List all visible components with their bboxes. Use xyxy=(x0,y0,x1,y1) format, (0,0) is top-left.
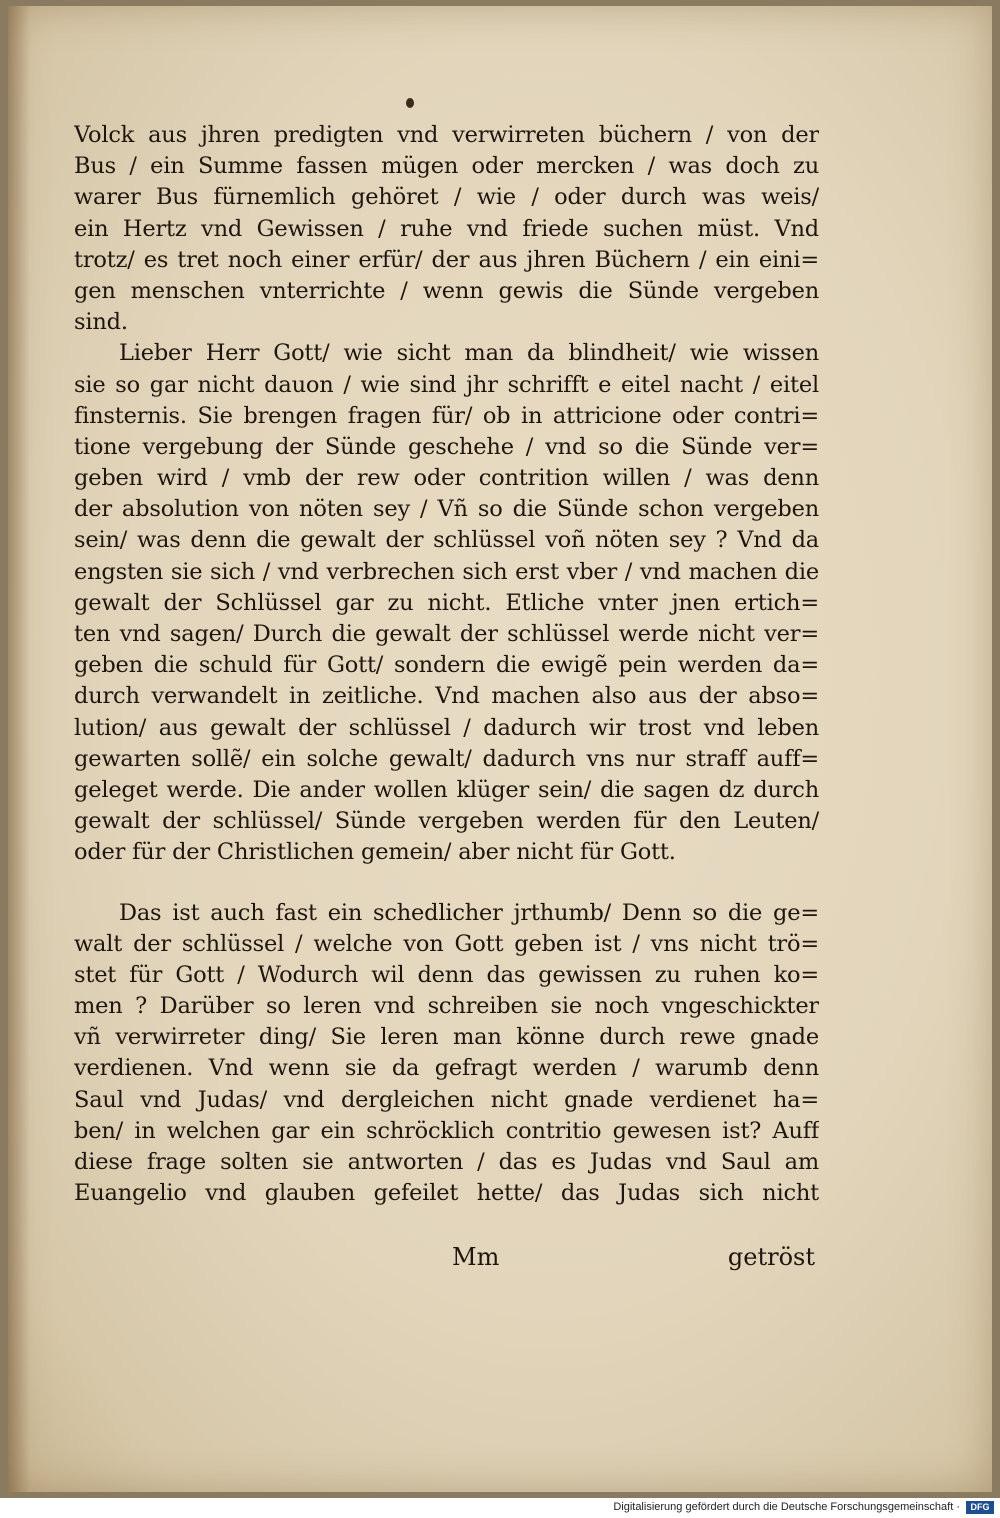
text-line: ten vnd sagen/ Durch die gewalt der schlüssel werde nicht ver= xyxy=(74,621,819,647)
dfg-logo-icon: DFG xyxy=(966,1501,994,1514)
text-line: durch verwandelt in zeitliche. Vnd machen also aus der abso= xyxy=(74,683,819,710)
credit-bar xyxy=(0,1498,1000,1518)
text-line: sie so gar nicht dauon / wie sind jhr schrifft e eitel nacht / eitel xyxy=(74,371,819,398)
paragraph-3 xyxy=(74,898,819,1210)
text-line: lution/ aus gewalt der schlüssel / dadurch wir trost vnd leben xyxy=(74,714,819,741)
text-line: geben die schuld für Gott/ sondern die ewigẽ pein werden da= xyxy=(74,652,819,679)
text-line: stet für Gott / Wodurch wil denn das gewissen zu ruhen ko= xyxy=(74,961,819,988)
page-gutter-shadow xyxy=(8,6,30,1492)
text-line: Das ist auch fast ein schedlicher jrthumb/ Denn so die ge= xyxy=(119,899,819,926)
text-line: tione vergebung der Sünde geschehe / vnd so die Sünde ver= xyxy=(74,433,819,460)
text-line: diese frage solten sie antworten / das es Judas vnd Saul am xyxy=(74,1149,819,1175)
text-line: sein/ was denn die gewalt der schlüssel voñ nöten sey ? Vnd da xyxy=(74,527,819,554)
text-line: Volck aus jhren predigten vnd verwirreten büchern / von der xyxy=(74,122,819,148)
text-line: trotz/ es tret noch einer erfür/ der aus jhren Büchern / ein eini= xyxy=(74,246,819,273)
text-line: Saul vnd Judas/ vnd dergleichen nicht gnade verdienet ha= xyxy=(74,1086,819,1113)
text-line: warer Bus fürnemlich gehöret / wie / oder durch was weis/ xyxy=(74,184,819,211)
text-line: men ? Darüber so leren vnd schreiben sie noch vngeschickter xyxy=(74,993,819,1020)
text-line: geben wird / vmb der rew oder contrition willen / was denn xyxy=(74,465,819,492)
paragraph-gap xyxy=(74,869,819,898)
text-line: gen menschen vnterrichte / wenn gewis die Sünde vergeben xyxy=(74,277,819,304)
text-line: gewalt der Schlüssel gar zu nicht. Etliche vnter jnen ertich= xyxy=(74,589,819,616)
text-line: Bus / ein Summe fassen mügen oder mercken / was doch zu xyxy=(74,153,819,180)
text-line: geleget werde. Die ander wollen klüger sein/ die sagen dz durch xyxy=(74,776,819,803)
text-line: ben/ in welchen gar ein schröcklich contritio gewesen ist? Auff xyxy=(74,1117,819,1144)
text-line: Euangelio vnd glauben gefeilet hette/ das Judas sich nicht xyxy=(74,1180,819,1207)
text-line: oder für der Christlichen gemein/ aber nicht für Gott. xyxy=(74,839,676,866)
paragraph-1 xyxy=(74,120,819,338)
text-line: Lieber Herr Gott/ wie sicht man da blindheit/ wie wissen xyxy=(119,340,819,367)
catchword: getröst xyxy=(727,1243,815,1271)
text-line: engsten sie sich / vnd verbrechen sich erst vber / vnd machen die xyxy=(74,558,819,585)
text-line: verdienen. Vnd wenn sie da gefragt werden / warumb denn xyxy=(74,1055,819,1082)
text-line: ein Hertz vnd Gewissen / ruhe vnd friede suchen müst. Vnd xyxy=(74,215,819,242)
page-footer xyxy=(74,1243,819,1279)
text-line: finsternis. Sie brengen fragen für/ ob in attricione oder contri= xyxy=(74,402,819,429)
text-line: walt der schlüssel / welche von Gott geben ist / vns nicht trö= xyxy=(74,930,819,957)
text-line: der absolution von nöten sey / Vñ so die Sünde schon vergeben xyxy=(74,496,819,523)
ink-dot-marker xyxy=(406,98,414,108)
signature-mark: Mm xyxy=(452,1243,500,1271)
text-line: sind. xyxy=(74,309,128,336)
text-line: gewalt der schlüssel/ Sünde vergeben werden für den Leuten/ xyxy=(74,808,819,835)
paragraph-2 xyxy=(74,338,819,868)
text-line: gewarten sollẽ/ ein solche gewalt/ dadurch vns nur straff auff= xyxy=(74,745,819,772)
page-text xyxy=(74,120,819,1209)
funding-credit: Digitalisierung gefördert durch die Deutsche Forschungsgemeinschaft · xyxy=(613,1501,960,1513)
text-line: vñ verwirreter ding/ Sie leren man könne durch rewe gnade xyxy=(74,1024,819,1051)
